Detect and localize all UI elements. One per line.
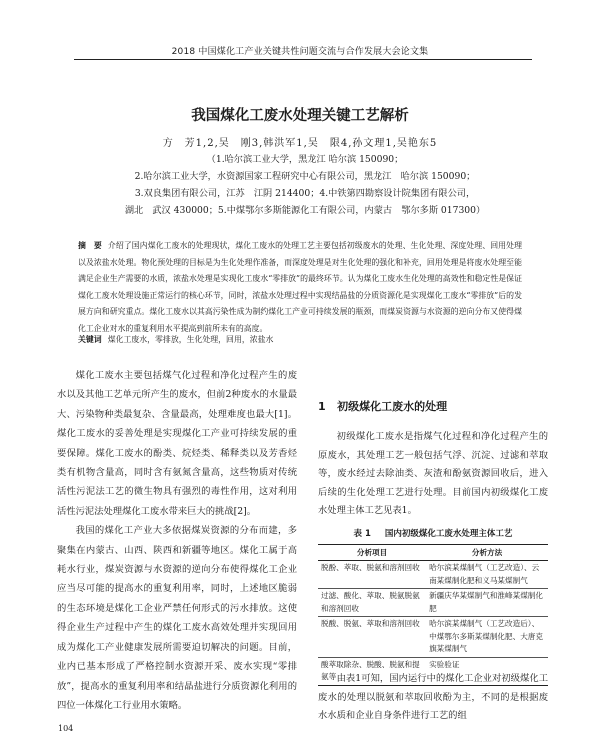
abstract-text: 介绍了国内煤化工废水的处理现状，煤化工废水的处理工艺主要包括初级废水的处理、生化处理、深度处理、回用处理以及浓盐水处理。物化预处理的目标是为生化处理作准备，而深度处理是对生化处理的强化和补充，回用处理是将废水处理至能满足企业生产需要的水质，浓盐水处理是实现化工废水“零排放”的最终环节。认为煤化工废水生化处理的高效性和稳定性是保证煤化工废水处理设施正常运行的核心环节，同时，浓盐水处理过程中实现结晶盐的分质资源化是实现煤化工废水“零排放”后的发展方向和研究重点。煤化工废水以其高污染性成为制约煤化工产业可持续发展的瓶颈，而煤炭资源与水资源的逆向分布又使得煤化工企业对水的重复利用水平提高到前所未有的高度。 [78,241,522,333]
table-cell: 脱酸、脱氨、萃取和溶剂回收 [318,617,426,658]
table-cell: 脱酚、萃取、脱氨和溶剂回收 [318,561,426,589]
table-cell: 实验验证 [426,657,548,685]
page-number: 104 [58,724,74,733]
right-column [318,428,548,521]
process-table [318,544,548,686]
affiliations [110,151,500,219]
keywords [78,334,522,345]
table-cell: 酸萃取除杂、脱酸、脱氨和提氨等 [318,657,426,685]
table-cell: 哈尔滨某煤制气（工艺改造后）、中煤鄂尔多斯某煤制化肥、大唐克旗某煤制气 [426,617,548,658]
paper-title: 我国煤化工废水处理关键工艺解析 [191,108,409,124]
table-row [318,561,548,589]
abstract-label: 摘 要 [78,241,102,250]
body-paragraph: 初级煤化工废水是指煤气化过程和净化过程产生的原废水，其处理工艺一般包括气浮、沉淀、过滤和萃取等，废水经过去除油类、灰渣和酚氨资源回收后，进入后续的生化处理工艺进行处理。目前国内初级煤化工废水处理主体工艺见表1。 [318,431,548,517]
author-list: 方 芳1,2,吴 刚3,韩洪军1,吴 限4,孙文理1,吴艳东5 [162,138,438,149]
table-row [318,617,548,658]
keywords-label: 关键词 [78,335,102,344]
table-caption [318,527,548,539]
section-number: 1 [318,400,326,413]
table-cell: 新疆庆华某煤制气和淮峰某煤制化肥 [426,589,548,617]
table-header-cell: 分析方法 [426,545,548,561]
table-caption-text: 国内初级煤化工废水处理主体工艺 [384,529,513,539]
table-cell: 哈尔滨某煤制气（工艺改造）、云南某煤制化肥和义马某煤制气 [426,561,548,589]
table-header-cell: 分析项目 [318,545,426,561]
header-rule [74,59,532,60]
keywords-text: 煤化工废水，零排放，生化处理，回用，浓盐水 [107,335,274,344]
section-title: 初级煤化工废水的处理 [337,400,448,413]
table-number: 表 1 [353,529,371,539]
running-header: 2018 中国煤化工产业关键共性问题交流与合作发展大会论文集 [171,47,429,57]
affiliation-line: 3.双良集团有限公司，江苏 江阴 214400；4.中铁第四勘察设计院集团有限公司， [134,188,476,199]
section-heading [318,398,447,414]
body-paragraph: 我国的煤化工产业大多依据煤炭资源的分布而建，多聚集在内蒙古、山西、陕西和新疆等地区。煤化工属于高耗水行业，煤炭资源与水资源的逆向分布使得煤化工企业应当尽可能的提高水的重复利用率，同时，上述地区脆弱的生态环境是煤化工企业严禁任何形式的污水排放。这使得企业生产过程中产生的煤化工废水高效处理并实现回用成为煤化工产业健康发展所需要迫切解决的问题。目前，业内已基本形成了严格控制水资源开采、废水实现“零排放”，提高水的重复利用率和结晶盐进行分质资源化利用的四位一体煤化工行业用水策略。 [57,525,297,711]
body-paragraph: 由表1可知，国内运行中的煤化工企业对初级煤化工废水的处理以脱氨和萃取回收酚为主，不同的是根据废水水质和企业自身条件进行工艺的组 [318,673,548,722]
right-column-continued [318,670,548,726]
table-row [318,589,548,617]
affiliation-line: 2.哈尔滨工业大学，水资源国家工程研究中心有限公司，黑龙江 哈尔滨 150090； [134,171,476,182]
body-paragraph: 煤化工废水主要包括煤气化过程和净化过程产生的废水以及其他工艺单元所产生的废水，但前2种废水的水量最大、污染物种类最复杂、含量最高，处理难度也最大[1]。煤化工废水的妥善处理是实现煤化工产业可持续发展的重要保障。煤化工废水的酚类、烷烃类、稀释类以及芳香烃类有机物含量高，同时含有氨氮含量高，这些物质对传统活性污泥法工艺的微生物具有强烈的毒性作用，这对利用活性污泥法处理煤化工废水带来巨大的挑战[2]。 [57,370,297,517]
affiliation-line: （1.哈尔滨工业大学，黑龙江 哈尔滨 150090； [206,154,404,165]
left-column [57,366,297,715]
affiliation-line: 湖北 武汉 430000；5.中煤鄂尔多斯能源化工有限公司，内蒙古 鄂尔多斯 017300） [124,205,486,216]
table-cell: 过滤、酸化、萃取、脱氨脱氨和溶剂回收 [318,589,426,617]
abstract [78,238,522,337]
